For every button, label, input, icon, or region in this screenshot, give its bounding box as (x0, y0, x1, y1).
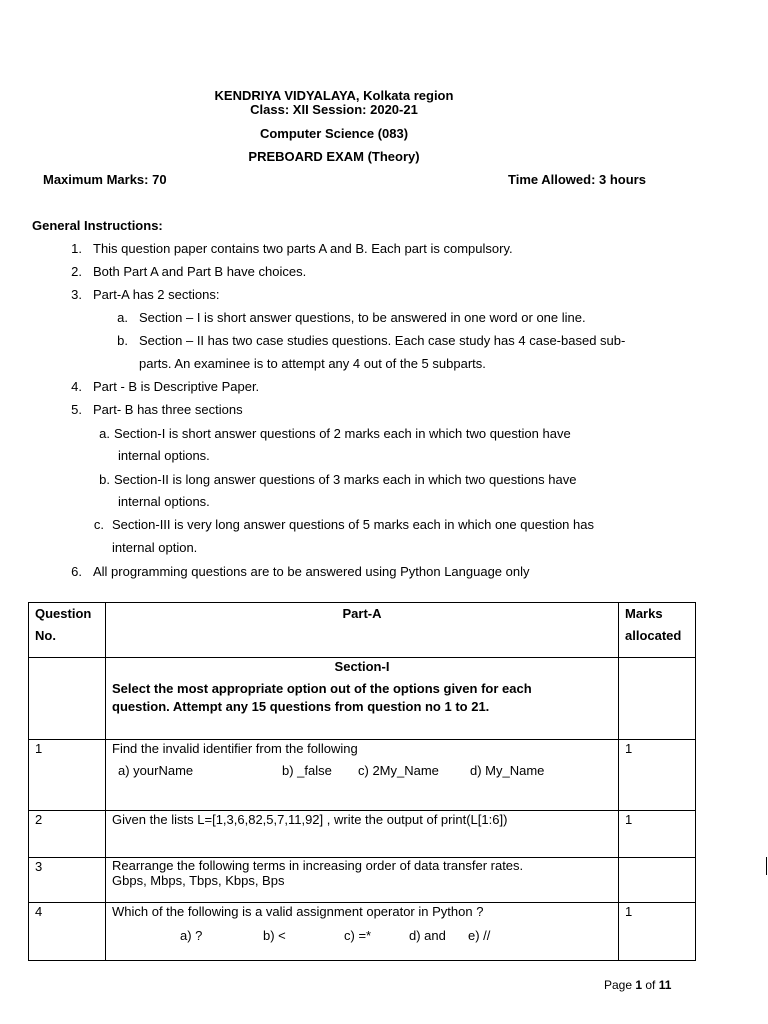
instruction-text: Both Part A and Part B have choices. (93, 264, 307, 279)
subitem-label: a. (117, 310, 128, 325)
subject-title: Computer Science (083) (259, 126, 409, 141)
option: a) ? (180, 928, 203, 943)
exam-title: PREBOARD EXAM (Theory) (248, 149, 420, 164)
class-session: Class: XII Session: 2020-21 (250, 102, 418, 117)
question-marks: 1 (619, 740, 696, 811)
subitem-label: c. (93, 517, 104, 532)
header-part-a: Part-A (106, 603, 619, 658)
instruction-number: 5. (71, 402, 82, 417)
section-title: Section-I (334, 659, 390, 674)
option: a) yourName (118, 763, 194, 778)
question-text: Which of the following is a valid assignment operator in Python ? (112, 904, 484, 919)
instructions-title: General Instructions: (32, 218, 163, 233)
question-marks: 1 (619, 811, 696, 858)
option: d) My_Name (470, 763, 545, 778)
option: c) =* (344, 928, 372, 943)
subitem-text-cont: internal options. (118, 448, 210, 463)
question-table (28, 602, 696, 961)
option: b) < (263, 928, 286, 943)
section-row (29, 658, 696, 740)
option: d) and (409, 928, 446, 943)
instruction-number: 3. (71, 287, 82, 302)
instruction-text: All programming questions are to be answered using Python Language only (93, 564, 530, 579)
section-instruction-line2: question. Attempt any 15 questions from question no 1 to 21. (112, 699, 490, 714)
section-cell (106, 658, 619, 740)
subitem-label: b. (117, 333, 128, 348)
option: c) 2My_Name (358, 763, 439, 778)
subitem-text: Section-I is short answer questions of 2 marks each in which two question have (114, 426, 571, 441)
table-header-row (29, 603, 696, 658)
subitem-text-cont: parts. An examinee is to attempt any 4 out of the 5 subparts. (139, 356, 486, 371)
subitem-text: Section – II has two case studies questions. Each case study has 4 case-based sub- (139, 333, 626, 348)
table-row (29, 858, 696, 903)
section-empty-marks (619, 658, 696, 740)
instruction-number: 4. (71, 379, 82, 394)
table-row (29, 811, 696, 858)
page-of: of (642, 978, 659, 992)
page-prefix: Page (604, 978, 636, 992)
header-marks-line1: Marks (625, 606, 663, 621)
question-text: Find the invalid identifier from the following (112, 741, 358, 756)
margin-mark (766, 857, 767, 875)
instruction-number: 1. (71, 241, 82, 256)
subitem-text-cont: internal option. (112, 540, 198, 555)
question-marks (619, 858, 696, 903)
section-empty-no (29, 658, 106, 740)
question-number: 1 (29, 740, 106, 811)
question-cell (106, 740, 619, 811)
option: e) // (468, 928, 491, 943)
section-instruction-line1: Select the most appropriate option out of the options given for each (112, 681, 532, 696)
header-marks-line2: allocated (625, 628, 682, 643)
time-allowed: Time Allowed: 3 hours (508, 172, 646, 187)
question-options (112, 762, 612, 780)
question-cell (106, 903, 619, 961)
instruction-text: Part- B has three sections (93, 402, 243, 417)
subitem-text: Section – I is short answer questions, to be answered in one word or one line. (139, 310, 586, 325)
question-number: 3 (29, 858, 106, 903)
question-marks: 1 (619, 903, 696, 961)
instruction-text: Part-A has 2 sections: (93, 287, 220, 302)
subitem-text: Section-II is long answer questions of 3 marks each in which two questions have (114, 472, 577, 487)
question-cell (106, 858, 619, 903)
question-number: 2 (29, 811, 106, 858)
subitem-label: b. (99, 472, 110, 487)
header-question-no (29, 603, 106, 658)
school-name: KENDRIYA VIDYALAYA, Kolkata region (214, 88, 454, 103)
subitem-text-cont: internal options. (118, 494, 210, 509)
page-total: 11 (658, 978, 672, 992)
question-number: 4 (29, 903, 106, 961)
table-row (29, 740, 696, 811)
question-text: Given the lists L=[1,3,6,82,5,7,11,92] , write the output of print(L[1:6]) (106, 811, 619, 858)
instruction-number: 2. (71, 264, 82, 279)
max-marks: Maximum Marks: 70 (43, 172, 167, 187)
instruction-number: 6. (71, 564, 82, 579)
table-row (29, 903, 696, 961)
option: b) _false (282, 763, 332, 778)
question-text: Rearrange the following terms in increasing order of data transfer rates. (112, 858, 524, 873)
instruction-text: Part - B is Descriptive Paper. (93, 379, 260, 394)
instruction-text: This question paper contains two parts A and B. Each part is compulsory. (93, 241, 513, 256)
subitem-text: Section-III is very long answer questions of 5 marks each in which one question has (112, 517, 594, 532)
header-marks (619, 603, 696, 658)
question-text-cont: Gbps, Mbps, Tbps, Kbps, Bps (112, 873, 285, 888)
page-number: 1 (635, 978, 643, 992)
question-options (112, 927, 612, 945)
page-footer (604, 978, 671, 992)
header-question-line1: Question (35, 606, 92, 621)
subitem-label: a. (99, 426, 110, 441)
header-question-line2: No. (35, 628, 56, 643)
